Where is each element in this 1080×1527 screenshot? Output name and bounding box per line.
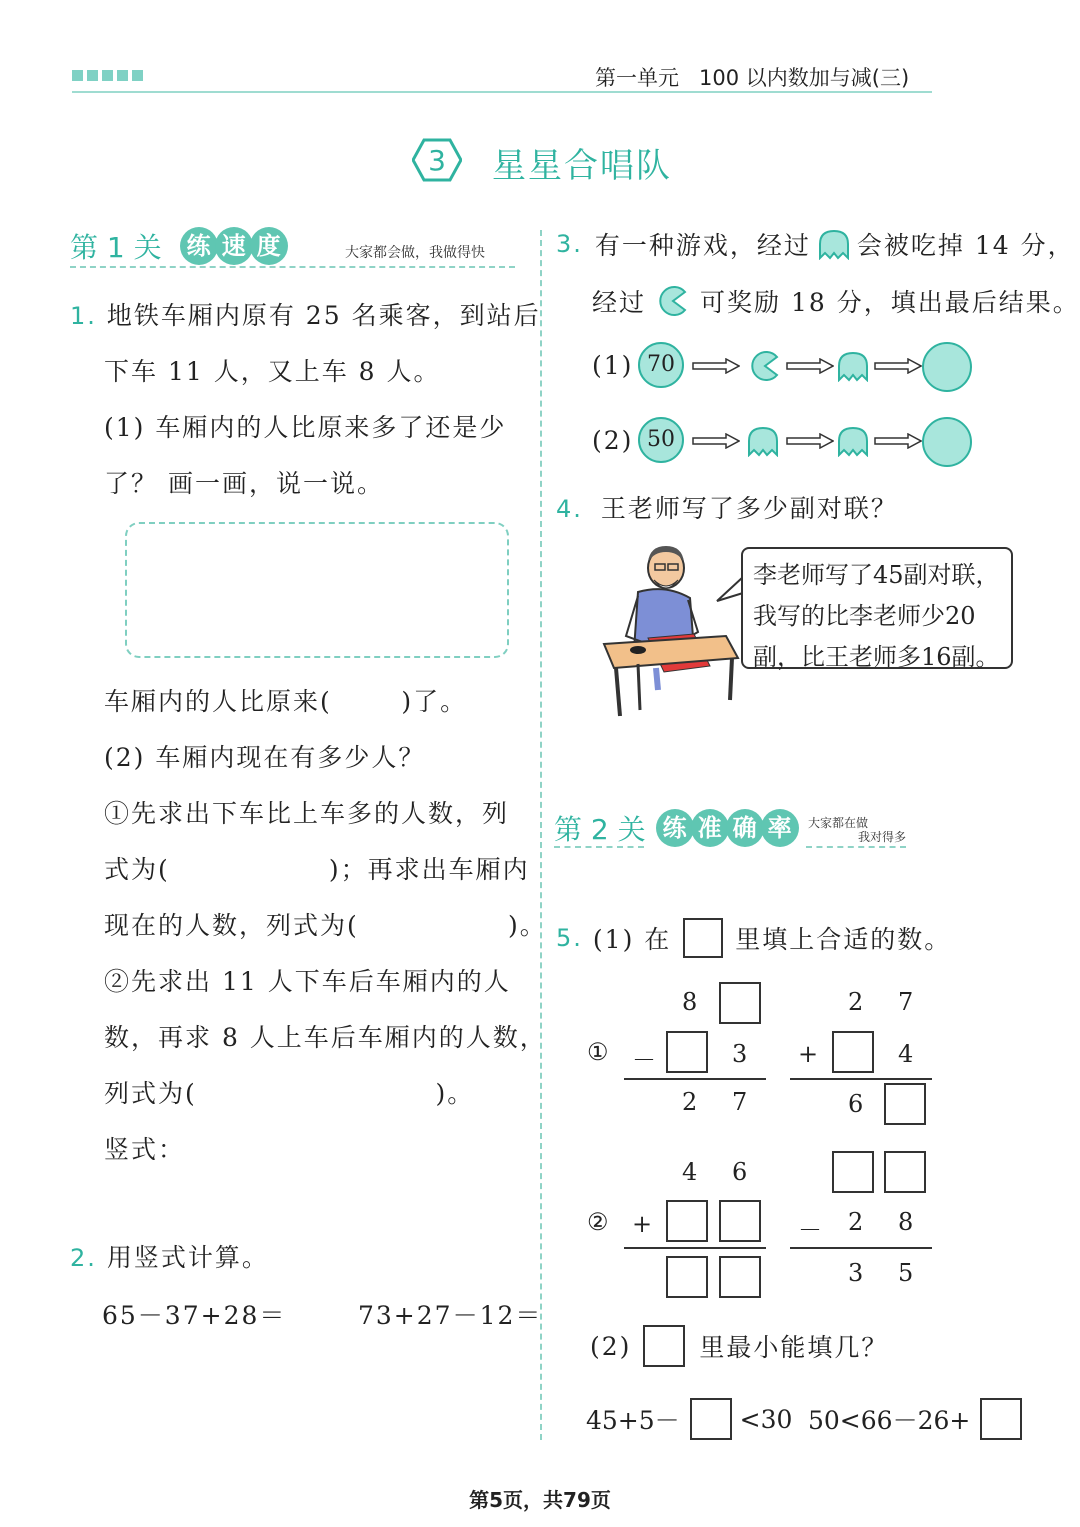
digit: 2 [848,1208,864,1236]
column-divider [540,230,542,1440]
q1-part1-line2: 了？ 画一画，说一说。 [104,469,384,498]
speech-line-2: 我写的比李老师少20 [753,602,976,630]
q5-text-b: 里填上合适的数。 [735,925,952,954]
q3-text-c: 经过 [592,288,647,317]
section2-slogan-1: 大家都在做 [808,816,869,830]
q3-line1 [556,226,1075,262]
lesson-title: 星星合唱队 [492,146,672,186]
digit: 7 [732,1088,748,1116]
q2-expression-2: 73+27－12＝ [358,1301,543,1330]
q3-number: 3. [556,230,583,258]
section2-bubble: 率 [761,809,799,847]
section1-slogan: 大家都会做，我做得快 [345,245,485,261]
q1-step2-line1: ②先求出 11 人下车后车厢内的人 [104,967,511,996]
q1-step2-line3[interactable]: 列式为( )。 [104,1079,475,1108]
q1-step2-line2: 数，再求 8 人上车后车厢内的人数， [104,1023,547,1052]
q1-line2: 下车 11 人，又上车 8 人。 [104,357,441,386]
q1-part2: (2) 车厢内现在有多少人？ [104,743,426,772]
q2-number: 2. [70,1244,97,1272]
sum-line [790,1078,932,1080]
operator: － [632,1046,656,1074]
answer-box[interactable] [666,1256,708,1298]
ghost-icon [836,350,870,382]
arrow-icon [786,358,834,374]
inequality-1-right: <30 [739,1404,793,1434]
header-rule [72,91,932,93]
lesson-number: 3 [428,144,446,177]
digit: 8 [682,988,698,1016]
answer-box[interactable] [832,1151,874,1193]
digit: 2 [848,988,864,1016]
q1-part1-line1: (1) 车厢内的人比原来多了还是少 [104,413,507,442]
answer-box[interactable] [719,1200,761,1242]
digit: 6 [848,1090,864,1118]
pacman-icon [748,350,782,382]
q5-number: 5. [556,924,583,952]
sum-line [624,1078,766,1080]
digit: 4 [682,1158,698,1186]
digit: 7 [898,988,914,1016]
answer-box[interactable] [884,1083,926,1125]
q3-row1-start: 70 [638,342,684,388]
q3-text-d: 可奖励 18 分，填出最后结果。 [700,288,1080,317]
q5-part2-text: 里最小能填几？ [699,1333,889,1362]
q5-line [556,918,951,958]
answer-box[interactable] [666,1200,708,1242]
inequality-2-left: 50<66－26+ [808,1406,971,1435]
sum-line [790,1247,932,1249]
teacher-illustration [598,540,743,718]
section2-underline [554,846,644,848]
q3-row2-label: (2) [592,426,634,455]
q1-vertical-label: 竖式： [104,1135,186,1164]
arrow-icon [692,358,740,374]
q1-step1-line2[interactable]: 式为( )；再求出车厢内 [104,855,530,884]
sum-line [624,1247,766,1249]
q1-number: 1. [70,302,97,330]
answer-box[interactable] [832,1031,874,1073]
q4-line [556,489,898,525]
q1-step1-line3[interactable]: 现在的人数，列式为( )。 [104,911,547,940]
section1-bubble: 度 [250,227,288,265]
q5-m2-label: ② [587,1208,609,1236]
operator: + [632,1210,653,1238]
answer-box[interactable] [719,982,761,1024]
pacman-icon [656,285,690,317]
section1-bubble: 练 [180,227,218,265]
operator: － [798,1216,822,1244]
section2-underline-right [806,846,906,848]
digit: 6 [732,1158,748,1186]
section2-bubble: 准 [691,809,729,847]
section1-label: 第 1 关 [70,231,162,264]
digit: 3 [732,1040,748,1068]
digit: 3 [848,1259,864,1287]
answer-box[interactable] [666,1031,708,1073]
arrow-icon [786,433,834,449]
section2-label: 第 2 关 [554,813,646,846]
speech-bubble [741,547,1013,669]
section2-banner [554,808,796,848]
section2-bubble: 确 [726,809,764,847]
q4-text: 王老师写了多少副对联？ [600,494,898,523]
ghost-icon [836,425,870,457]
arrow-icon [874,433,922,449]
lesson-number-badge [412,138,462,182]
q3-text-a: 有一种游戏，经过 [594,231,811,260]
answer-box[interactable] [719,1256,761,1298]
q1-line1 [70,296,541,332]
blank-box-sample [643,1325,685,1367]
q2-expression-1: 65－37+28＝ [102,1301,287,1330]
q3-row2-result[interactable] [922,417,972,467]
operator: + [798,1040,819,1068]
q1-text: 地铁车厢内原有 25 名乘客，到站后 [106,301,541,330]
blank-box-sample [683,918,723,958]
q5-part2-label: (2) [590,1331,632,1361]
arrow-icon [692,433,740,449]
inequality-1-left: 45+5－ [586,1406,680,1435]
ghost-icon [817,228,851,260]
section1-banner [70,226,285,266]
q3-row1-result[interactable] [922,342,972,392]
speech-line-3: 副，比王老师多16副。 [753,643,1000,671]
drawing-area[interactable] [125,522,509,658]
digit: 2 [682,1088,698,1116]
page-footer: 第5页，共79页 [469,1488,611,1512]
digit: 5 [898,1259,914,1287]
arrow-icon [874,358,922,374]
q4-number: 4. [556,495,583,523]
unit-title: 第一单元 100 以内数加与减(三) [595,66,910,90]
q1-step1-line1: ①先求出下车比上车多的人数，列 [104,799,510,828]
inequality-2 [808,1398,1022,1440]
section1-bubble: 速 [215,227,253,265]
inequality-1 [586,1398,792,1440]
answer-box[interactable] [690,1398,732,1440]
digit: 8 [898,1208,914,1236]
digit: 4 [898,1040,914,1068]
q5-part2 [590,1325,888,1367]
q5-m1-label: ① [587,1038,609,1066]
speech-line-1: 李老师写了45副对联， [753,561,1000,589]
answer-box[interactable] [980,1398,1022,1440]
q5-text-a: (1) 在 [592,925,672,954]
q1-part1-answer[interactable]: 车厢内的人比原来( )了。 [104,687,468,716]
q3-row1-label: (1) [592,351,634,380]
q3-line2 [592,283,1080,319]
section2-slogan-2: 我对得多 [858,830,907,844]
ghost-icon [746,425,780,457]
header-decoration [72,70,143,81]
answer-box[interactable] [884,1151,926,1193]
q2-line [70,1238,269,1274]
q2-text: 用竖式计算。 [106,1243,269,1272]
section1-underline [70,266,515,268]
q3-text-b: 会被吃掉 14 分， [856,231,1075,260]
q3-row2-start: 50 [638,417,684,463]
section2-bubble: 练 [656,809,694,847]
